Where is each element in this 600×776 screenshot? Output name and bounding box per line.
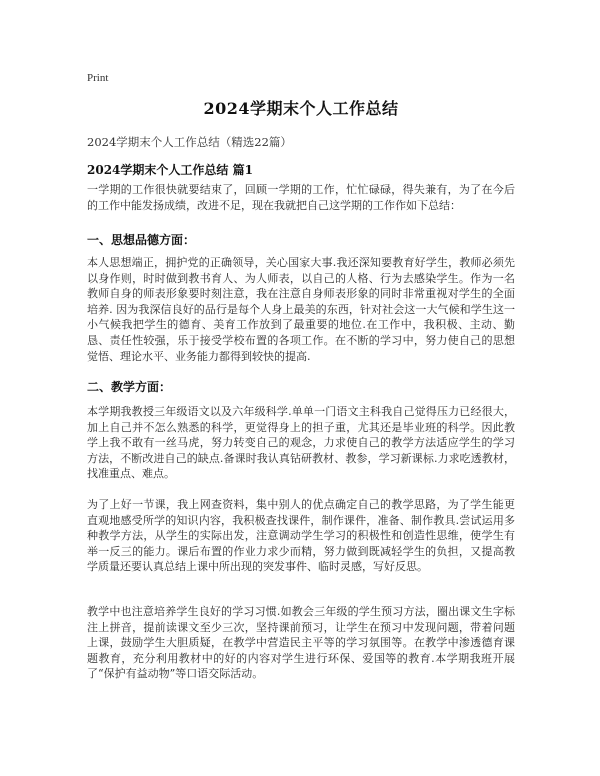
- teaching-paragraph-1: 本学期我教授三年级语文以及六年级科学.单单一门语文主科我自己觉得压力已经很大，加上自己并不怎么熟悉的科学，更觉得身上的担子重，尤其还是毕业班的科学。因此教学上我不敢有一丝马虎，努力转变自己的观念，力求使自己的教学方法适应学生的学习方法，不断改进自己的缺点.备课时我认真钻研教材、教参，学习新课标.力求吃透教材，找准重点、难点。: [87, 405, 515, 481]
- document-title: 2024学期末个人工作总结: [203, 99, 399, 118]
- teaching-paragraph-3: 教学中也注意培养学生良好的学习习惯.如教会三年级的学生预习方法，圈出课文生字标注上拼音，提前读课文至少三次，坚持课前预习，让学生在预习中发现问题，带着问题上课，鼓励学生大胆质疑，在教学中营造民主平等的学习氛围等。在教学中渗透德育课题教育，充分利用教材中的好的内容对学生进行环保、爱国等的教育.本学期我班开展了“保护有益动物”等口语交际活动。: [87, 605, 515, 681]
- section-heading-ethics: 一、思想品德方面：: [87, 233, 196, 247]
- section-heading-teaching: 二、教学方面：: [87, 380, 172, 394]
- intro-paragraph: 一学期的工作很快就要结束了，回顾一学期的工作，忙忙碌碌，得失兼有，为了在今后的工作中能发扬成绩，改进不足，现在我就把自己这学期的工作作如下总结：: [87, 183, 515, 212]
- article-heading: 2024学期末个人工作总结 篇1: [87, 163, 253, 177]
- teaching-paragraph-2: 为了上好一节课，我上网查资料，集中别人的优点确定自己的教学思路，为了学生能更直观地感受所学的知识内容，我积极查找课件，制作课件，准备、制作教具.尝试运用多种教学方法，从学生的实际出发，注意调动学生学习的积极性和创造性思维，使学生有举一反三的能力。课后布置的作业力求少而精，努力做到既减轻学生的负担，又提高教学质量还要认真总结上课中所出现的突发事件、临时灵感，写好反思。: [87, 498, 515, 574]
- document-subtitle: 2024学期末个人工作总结（精选22篇）: [87, 135, 292, 149]
- print-label: Print: [87, 72, 109, 84]
- ethics-paragraph: 本人思想端正，拥护党的正确领导，关心国家大事.我还深知要教育好学生，教师必须先以身作则，时时做到教书育人、为人师表，以自己的人格、行为去感染学生。作为一名教师自身的师表形象要时刻注意，我在注意自身师表形象的同时非常重视对学生的全面培养. 因为我深信良好的品行是每个人身上最美的东西，针对社会这一大气候和学生这一小气候我把学生的德育、美育工作放到了最重要的地位.在工作中，我积极、主动、勤恳、责任性较强，乐于接受学校布置的各项工作。在不断的学习中，努力使自己的思想觉悟、理论水平、业务能力都得到较快的提高.: [87, 256, 515, 363]
